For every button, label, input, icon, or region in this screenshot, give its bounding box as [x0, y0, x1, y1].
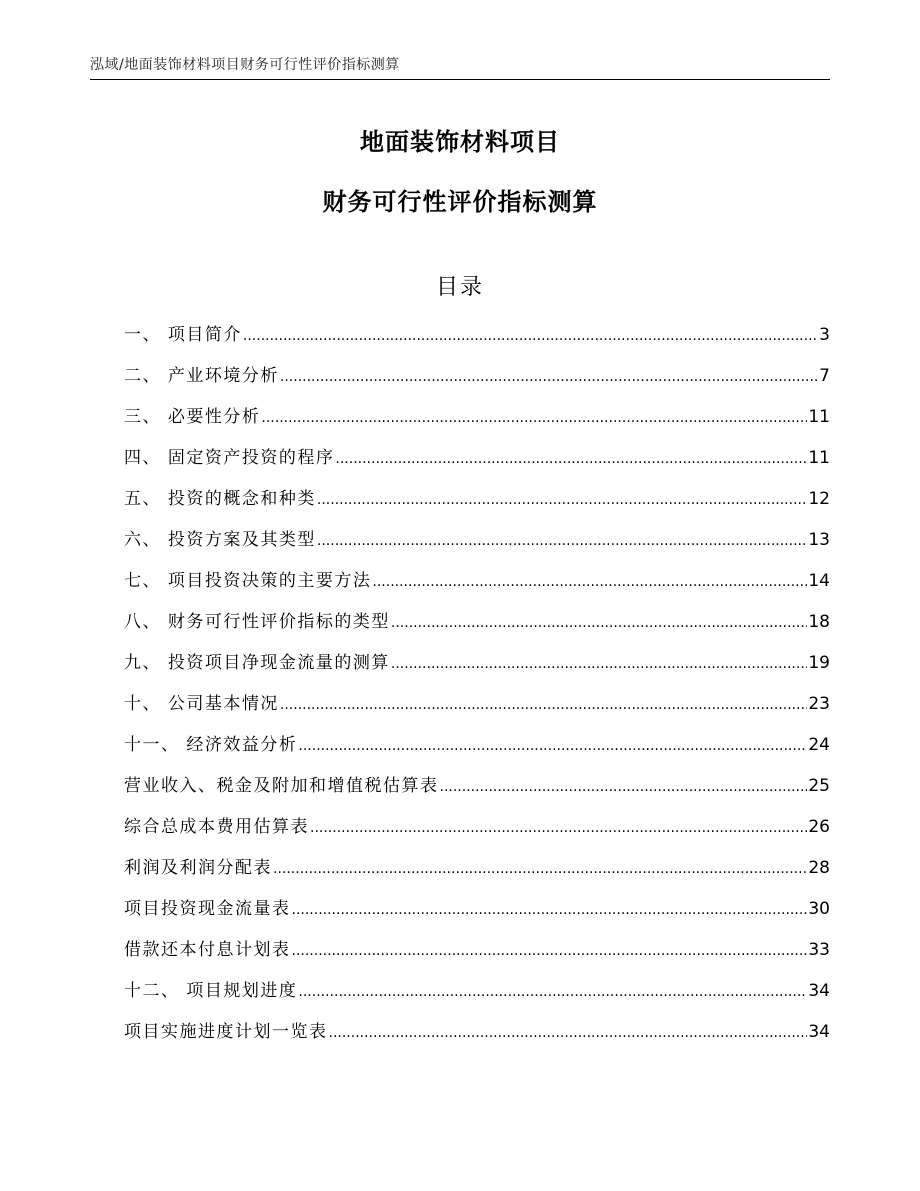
toc-entry-page: 13: [808, 530, 830, 550]
document-title-line-2: 财务可行性评价指标测算: [322, 188, 598, 216]
toc-heading: 目录: [435, 275, 484, 300]
toc-entry[interactable]: [124, 935, 830, 976]
toc-entry[interactable]: [124, 1017, 830, 1058]
toc-entry-page: 11: [808, 448, 830, 468]
toc-entry-page: 34: [808, 1022, 830, 1042]
toc-entry-page: 14: [808, 571, 830, 591]
toc-entry-label: 四、 固定资产投资的程序: [124, 448, 335, 468]
toc-entry-label: 十二、 项目规划进度: [124, 981, 298, 1001]
toc-entry-label: 综合总成本费用估算表: [124, 817, 309, 837]
toc-entry-page: 18: [808, 612, 830, 632]
toc-leader-dots: [243, 328, 818, 344]
toc-entry[interactable]: [124, 566, 830, 607]
toc-leader-dots: [310, 820, 807, 836]
toc-entry[interactable]: [124, 812, 830, 853]
toc-entry[interactable]: [124, 894, 830, 935]
toc-entry[interactable]: [124, 771, 830, 812]
toc-entry-label: 借款还本付息计划表: [124, 940, 291, 960]
toc-leader-dots: [391, 656, 807, 672]
toc-entry-label: 六、 投资方案及其类型: [124, 530, 316, 550]
toc-leader-dots: [440, 779, 808, 795]
toc-leader-dots: [298, 738, 807, 754]
toc-entry-page: 11: [808, 407, 830, 427]
toc-entry-label: 三、 必要性分析: [124, 407, 261, 427]
toc-entry-page: 12: [808, 489, 830, 509]
toc-entry-page: 28: [808, 858, 830, 878]
toc-entry-page: 7: [819, 366, 830, 386]
toc-leader-dots: [280, 369, 818, 385]
toc-entry[interactable]: [124, 361, 830, 402]
toc-leader-dots: [372, 574, 807, 590]
toc-entry-page: 34: [808, 981, 830, 1001]
toc-entry-page: 3: [819, 325, 830, 345]
toc-entry-page: 24: [808, 735, 830, 755]
toc-leader-dots: [292, 902, 808, 918]
toc-entry-label: 营业收入、税金及附加和增值税估算表: [124, 776, 439, 796]
toc-entry-page: 23: [808, 694, 830, 714]
toc-entry-label: 项目实施进度计划一览表: [124, 1022, 328, 1042]
toc-leader-dots: [292, 943, 808, 959]
toc-entry[interactable]: [124, 402, 830, 443]
toc-entry[interactable]: [124, 689, 830, 730]
toc-entry-page: 19: [808, 653, 830, 673]
toc-entry-label: 十一、 经济效益分析: [124, 735, 298, 755]
toc-leader-dots: [335, 451, 807, 467]
toc-entry[interactable]: [124, 976, 830, 1017]
toc-leader-dots: [261, 410, 807, 426]
toc-entry-label: 九、 投资项目净现金流量的测算: [124, 653, 390, 673]
toc-entry[interactable]: [124, 853, 830, 894]
running-header: 泓域/地面装饰材料项目财务可行性评价指标测算: [90, 57, 400, 73]
toc-entry[interactable]: [124, 730, 830, 771]
toc-leader-dots: [280, 697, 807, 713]
toc-entry[interactable]: [124, 648, 830, 689]
toc-entry-page: 26: [808, 817, 830, 837]
toc-entry-page: 25: [808, 776, 830, 796]
toc-entry-label: 二、 产业环境分析: [124, 366, 279, 386]
toc-entry-label: 项目投资现金流量表: [124, 899, 291, 919]
toc-entry-label: 一、 项目简介: [124, 325, 242, 345]
toc-leader-dots: [273, 861, 807, 877]
toc-entry-page: 30: [808, 899, 830, 919]
document-title-line-1: 地面装饰材料项目: [360, 128, 560, 156]
toc-entry-label: 利润及利润分配表: [124, 858, 272, 878]
toc-entry[interactable]: [124, 525, 830, 566]
toc-entry[interactable]: [124, 320, 830, 361]
toc-entry-label: 五、 投资的概念和种类: [124, 489, 316, 509]
toc-leader-dots: [317, 533, 807, 549]
table-of-contents: [124, 320, 830, 1058]
toc-entry-label: 七、 项目投资决策的主要方法: [124, 571, 372, 591]
toc-entry-label: 十、 公司基本情况: [124, 694, 279, 714]
toc-entry[interactable]: [124, 484, 830, 525]
header-divider: [90, 79, 830, 80]
toc-entry[interactable]: [124, 607, 830, 648]
toc-leader-dots: [298, 984, 807, 1000]
toc-entry-label: 八、 财务可行性评价指标的类型: [124, 612, 390, 632]
toc-leader-dots: [329, 1025, 808, 1041]
toc-entry[interactable]: [124, 443, 830, 484]
toc-leader-dots: [317, 492, 807, 508]
toc-entry-page: 33: [808, 940, 830, 960]
toc-leader-dots: [391, 615, 807, 631]
